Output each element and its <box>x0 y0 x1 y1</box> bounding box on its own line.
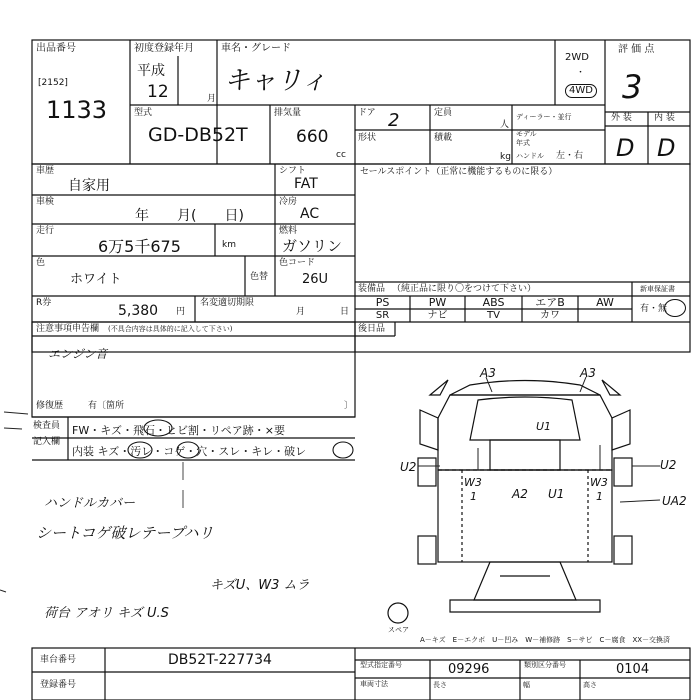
displacement-unit: cc <box>336 150 346 160</box>
model-value: GD-DB52T <box>148 124 248 146</box>
color-value: ホワイト <box>70 272 122 287</box>
equip-pw: PW <box>428 296 447 309</box>
equip-ps: PS <box>375 296 390 309</box>
type-designation-value: 09296 <box>448 662 490 677</box>
history-value: 自家用 <box>68 178 110 194</box>
equip-aw: AW <box>596 296 614 309</box>
handwritten-line-4: 荷台 アオリ キズ U.S <box>44 606 169 621</box>
equip-abs: ABS <box>482 296 505 309</box>
lot-code: [2152] <box>38 78 68 88</box>
mark-a3-left: A3 <box>480 366 496 380</box>
notes-sublabel: (不具合内容は具体的に記入して下さい) <box>108 325 233 333</box>
new-manual-label: 新車保証書 <box>640 285 675 293</box>
doors-label: ドア <box>358 108 376 118</box>
registration-era: 平成 <box>137 63 165 79</box>
mileage-value: 6万5千675 <box>98 237 181 256</box>
chassis-value: DB52T-227734 <box>168 652 272 668</box>
dim-height: 高さ <box>583 681 597 689</box>
capacity-label: 定員 <box>434 108 453 118</box>
history-label: 車歴 <box>36 166 55 176</box>
notes-label: 注意事項申告欄 <box>36 324 100 334</box>
registration-year: 12 <box>147 82 169 102</box>
repair-close: 〕 <box>344 401 354 411</box>
mark-a3-right: A3 <box>580 366 596 380</box>
equip-tv: TV <box>487 310 500 321</box>
mark-1-right: 1 <box>596 490 603 503</box>
model-year-label1: モデル <box>516 130 537 138</box>
mark-w3-right: W3 <box>590 476 608 489</box>
mark-a2: A2 <box>512 487 528 501</box>
doors-value: 2 <box>388 110 400 131</box>
notes-entry: エンジン音 <box>48 347 108 361</box>
drive-2wd: 2WD <box>565 52 589 63</box>
dealer-label: ディーラー・並行 <box>516 113 572 121</box>
registration-month-unit: 月 <box>207 94 217 104</box>
displacement-value: 660 <box>296 127 329 147</box>
chassis-label: 車台番号 <box>40 655 77 665</box>
mark-w3-left: W3 <box>464 476 482 489</box>
shift-value: FAT <box>294 176 318 192</box>
recycle-value: 5,380 <box>118 303 159 319</box>
drive-sep: ・ <box>576 68 586 78</box>
loading-unit: kg <box>500 152 511 162</box>
new-manual-value: 有・無 <box>640 304 668 314</box>
capacity-unit: 人 <box>500 120 510 130</box>
type-designation-label: 型式指定番号 <box>360 661 402 669</box>
handle-value: 左・右 <box>556 151 584 161</box>
loading-label: 積載 <box>434 133 453 143</box>
dim-width: 幅 <box>523 681 530 689</box>
shape-label: 形状 <box>358 133 377 143</box>
registration-label: 初度登録年月 <box>134 43 194 54</box>
recycle-label: R券 <box>36 298 52 308</box>
damage-legend: A－キズ E－エクボ U－凹み W－補修跡 S－サビ C－腐食 XX－交換済 <box>420 636 671 644</box>
spare-label: スペア <box>388 626 409 634</box>
check-interior-line: 内装 キズ・汚レ・コゲ・穴・スレ・キレ・破レ <box>72 445 307 458</box>
aftermarket-label: 後日品 <box>358 324 386 334</box>
color-label: 色 <box>36 258 46 268</box>
category-label: 類別区分番号 <box>524 661 566 669</box>
recycle-unit: 円 <box>176 307 186 317</box>
category-value: 0104 <box>616 662 650 677</box>
inspection-label: 車検 <box>36 197 55 207</box>
name-change-label: 名変適切期限 <box>200 298 255 308</box>
mark-u2-right: U2 <box>660 458 677 472</box>
reg-number-label: 登録番号 <box>40 680 77 690</box>
equip-leather: カワ <box>540 310 560 321</box>
color-code-label: 色コード <box>279 258 316 268</box>
fuel-value: ガソリン <box>282 237 343 255</box>
equip-airbag: エアB <box>535 296 565 309</box>
handwritten-line-3: キズU、W3 ムラ <box>210 578 310 593</box>
name-change-day: 日 <box>340 307 350 317</box>
equip-sr: SR <box>375 310 390 321</box>
lot-number: 1133 <box>46 96 108 124</box>
repair-value: 有〔箇所 <box>88 401 125 411</box>
name-change-month: 月 <box>296 307 306 317</box>
car-name: キャリィ <box>224 66 327 96</box>
equipment-label: 装備品 <box>358 284 386 294</box>
repair-label: 修復歴 <box>36 401 64 411</box>
displacement-label: 排気量 <box>274 108 302 118</box>
equipment-sublabel: （純正品に限り〇をつけて下さい） <box>392 284 537 294</box>
mark-u1-cab: U1 <box>536 420 552 433</box>
check-label-2: 記入欄 <box>33 437 61 447</box>
mark-u2-left: U2 <box>400 460 417 474</box>
mileage-label: 走行 <box>36 226 55 236</box>
score-value: 3 <box>622 68 643 106</box>
car-name-label: 車名・グレード <box>221 43 291 54</box>
color-scheme-label: 色替 <box>250 272 269 282</box>
handle-label: ハンドル <box>516 152 544 160</box>
vehicle-dimensions-label: 車両寸法 <box>360 680 388 688</box>
interior-grade: D <box>657 134 676 162</box>
check-label-1: 検査員 <box>33 421 61 431</box>
fuel-label: 燃料 <box>279 226 298 236</box>
model-year-label2: 年式 <box>516 139 530 147</box>
mark-ua2: UA2 <box>662 494 687 508</box>
lot-label: 出品番号 <box>36 43 76 54</box>
mark-1-left: 1 <box>470 490 477 503</box>
interior-label: 内 装 <box>654 113 675 123</box>
handwritten-line-1: ハンドルカバー <box>44 496 136 511</box>
mileage-unit: km <box>222 240 236 250</box>
check-exterior-line: FW・キズ・飛石・ヒビ割・リペア跡・×要 <box>72 424 285 437</box>
handwritten-line-2: シートコゲ破レテープハリ <box>36 524 214 542</box>
color-code: 26U <box>302 272 329 287</box>
sales-point-label: セールスポイント（正常に機能するものに限る） <box>360 167 558 177</box>
exterior-label: 外 装 <box>611 113 632 123</box>
dim-length: 長さ <box>433 681 447 689</box>
exterior-grade: D <box>616 134 635 162</box>
shift-label: シフト <box>279 166 307 176</box>
mark-u1-bed: U1 <box>548 487 565 501</box>
equip-navi: ナビ <box>427 310 448 321</box>
inspection-value: 年 月( 日) <box>135 208 244 224</box>
ac-value: AC <box>300 206 320 222</box>
drive-4wd-circled: 4WD <box>565 84 597 98</box>
score-label: 評 価 点 <box>618 44 655 55</box>
ac-label: 冷房 <box>279 197 298 207</box>
model-label: 型式 <box>134 108 153 118</box>
